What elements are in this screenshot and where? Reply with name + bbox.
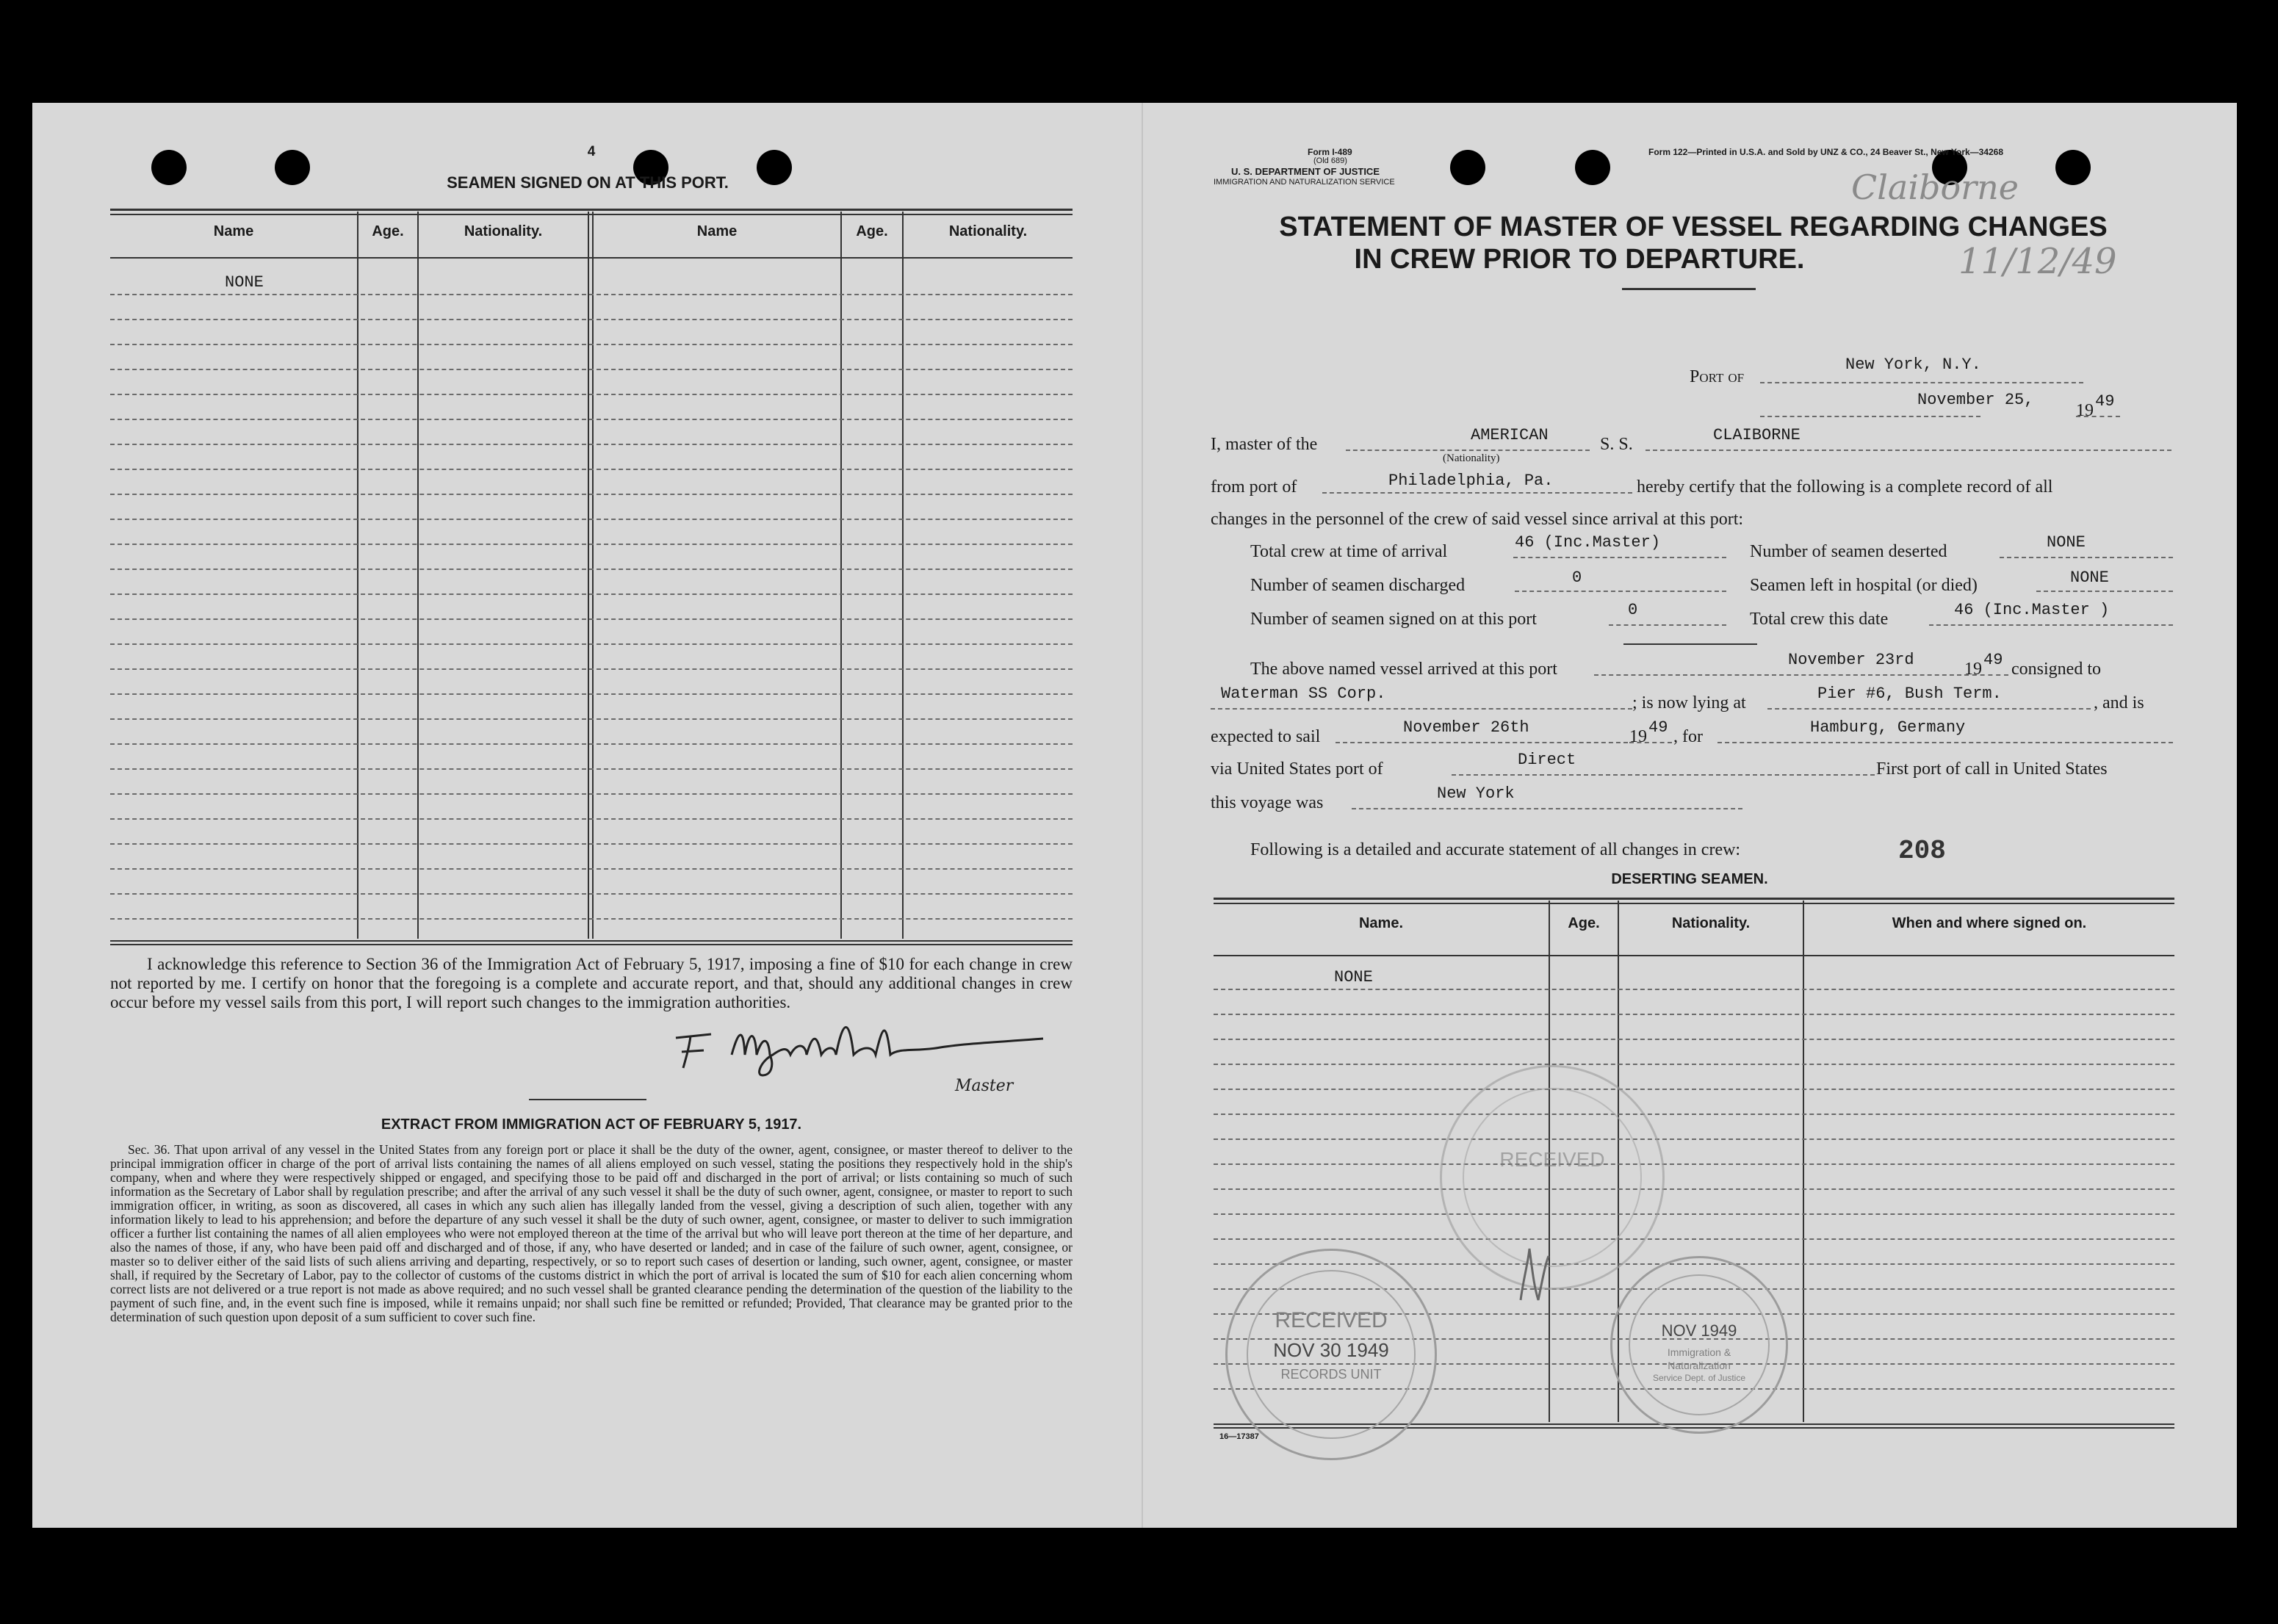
arrived-label: The above named vessel arrived at this port [1250,660,1557,679]
page-number: 4 [587,144,596,159]
total-date-value: 46 (Inc.Master ) [1954,601,2110,619]
column-header-name: Name. [1358,915,1404,931]
column-header-nationality: Nationality. [464,223,543,239]
lying-label: ; is now lying at [1632,693,1746,712]
punch-hole [151,150,187,185]
voyage-value: New York [1437,784,1515,803]
column-header-name: Name [213,223,254,239]
consigned-label: consigned to [2011,660,2101,679]
year-prefix: 19 [2076,401,2094,420]
hospital-value: NONE [2070,569,2109,587]
table-cell-name: NONE [1334,968,1373,986]
extract-title: EXTRACT FROM IMMIGRATION ACT OF FEBRUARY 5, 1917. [381,1116,802,1133]
nationality-value: AMERICAN [1471,426,1549,444]
stamp-number: 208 [1898,836,1946,866]
certify-text: hereby certify that the following is a complete record of all [1637,477,2053,497]
discharged-label: Number of seamen discharged [1250,576,1466,595]
form-title-line1: STATEMENT OF MASTER OF VESSEL REGARDING CHANGES [1279,212,2108,242]
via-value: Direct [1518,751,1576,769]
from-port-label: from port of [1211,477,1297,497]
deserted-label: Number of seamen deserted [1750,542,1947,561]
handwritten-date: 11/12/49 [1958,241,2117,282]
acknowledgment-text: I acknowledge this reference to Section 36 of the Immigration Act of February 5, 1917, imposing a fine of $10 for each change in crew not reported by me. I certify on honor that the foregoing is a complete and accurate report, and that, should any additional changes in crew occur before my vessel sails from this port, I will report such changes to the immigration authorities. [110,955,1073,1011]
signed-value: 0 [1628,601,1638,619]
ss-label: S. S. [1600,435,1633,454]
sail-value: November 26th [1403,718,1529,737]
arrived-value: November 23rd [1788,651,1914,669]
handwritten-ship-name: Claiborne [1851,167,2019,207]
department: U. S. DEPARTMENT OF JUSTICE [1231,166,1380,177]
title-underline [1622,288,1756,290]
column-header-nationality: Nationality. [948,223,1028,239]
nationality-caption: (Nationality) [1443,452,1500,464]
and-is-text: , and is [2094,693,2144,712]
form-old: (Old 689) [1313,156,1347,165]
divider [1623,643,1757,645]
for-label: , for [1673,727,1703,746]
destination-value: Hamburg, Germany [1810,718,1966,737]
year-value: 49 [2095,392,2115,411]
total-arrival-value: 46 (Inc.Master) [1515,533,1661,552]
lying-value: Pier #6, Bush Term. [1817,685,2002,703]
voyage-label: this voyage was [1211,793,1324,812]
arrived-year-prefix: 19 [1964,660,1982,679]
printer-note: Form 122—Printed in U.S.A. and Sold by UNZ & CO., 24 Beaver St., New York—34268 [1648,147,2004,157]
column-header-signed-on: When and where signed on. [1892,915,2087,931]
column-header-name: Name [696,223,738,239]
table-cell-name: NONE [225,273,264,292]
discharged-value: 0 [1572,569,1582,587]
received-records-stamp: RECEIVED NOV 30 1949 RECORDS UNIT [1225,1249,1437,1460]
punch-hole [1575,150,1610,185]
punch-hole [2055,150,2091,185]
total-arrival-label: Total crew at time of arrival [1250,542,1448,561]
consignee-value: Waterman SS Corp. [1221,685,1386,703]
sail-year-prefix: 19 [1629,727,1647,746]
column-header-age: Age. [856,223,888,239]
page-fold [1142,103,1143,1528]
punch-hole [275,150,310,185]
sail-label: expected to sail [1211,727,1321,746]
from-port-value: Philadelphia, Pa. [1388,472,1554,490]
arrived-year: 49 [1983,651,2003,669]
deserted-value: NONE [2047,533,2086,552]
received-stamp: RECEIVED [1440,1065,1665,1290]
left-page-title: SEAMEN SIGNED ON AT THIS PORT. [447,173,729,192]
column-header-age: Age. [1568,915,1600,931]
first-port-label: First port of call in United States [1876,759,2108,779]
master-label: I, master of the [1211,435,1318,454]
divider [529,1099,646,1100]
footer-code: 16—17387 [1219,1432,1259,1441]
ship-value: CLAIBORNE [1713,426,1801,444]
column-header-age: Age. [372,223,404,239]
form-title-line2: IN CREW PRIOR TO DEPARTURE. [1354,244,1805,275]
signed-label: Number of seamen signed on at this port [1250,610,1537,629]
service: IMMIGRATION AND NATURALIZATION SERVICE [1214,178,1395,187]
signature-label: Master [955,1077,1014,1095]
following-text: Following is a detailed and accurate statement of all changes in crew: [1250,840,1741,859]
extract-text: Sec. 36. That upon arrival of any vessel in the United States from any foreign port or place it shall be the duty of the owner, agent, consignee, or master thereof to deliver to the principal immigration officer in charge of the port of arrival lists containing the names of all aliens employed on such vessel, stating the positions they respectively hold in the ship's company, when and where they were respectively shipped or engaged, and specifying those to be paid off and discharged in the port of arrival; or lists containing so much of such information as the Secretary of Labor shall by regulation prescribe; and after the arrival of any such vessel it shall be the duty of such owner, agent, consignee, or master to report to such immigration officer, in writing, as soon as discovered, all cases in which any such alien has illegally landed from the vessel, giving a description of such alien, together with any information likely to lead to his apprehension; and before the departure of any such vessel it shall be the duty of such owner, agent, consignee, or master to deliver to such immigration officer a further list containing the names of all alien employees who were not employed thereon at the time of the arrival but who will leave port thereon at the time of her departure, and also the names of those, if any, who have been paid off and discharged and of those, if any, who have deserted or landed; and in case of the failure of such owner, agent, consignee, or master so to deliver either of the said lists of such aliens arriving and departing, respectively, or so to report such cases of desertion or landing, such owner, agent, consignee, or master shall, if required by the Secretary of Labor, pay to the collector of customs of the customs district in which the port of arrival is located the sum of $10 for each alien concerning whom correct lists are not delivered or a true report is not made as above required; and no such vessel shall be granted clearance pending the determination of the question of the liability to the payment of such fine, and, in the event such fine is imposed, while it remains unpaid; nor shall such fine be remitted or refunded; Provided, That clearance may be granted prior to the determination of such question upon deposit of a sum sufficient to cover such fine. [110,1142,1073,1324]
sail-year: 49 [1648,718,1668,737]
port-value: New York, N.Y. [1845,356,1981,374]
hospital-label: Seamen left in hospital (or died) [1750,576,1978,595]
changes-text: changes in the personnel of the crew of said vessel since arrival at this port: [1211,510,1744,529]
date-value: November 25, [1917,391,2034,409]
stamp-initials [1513,1234,1557,1315]
total-date-label: Total crew this date [1750,610,1889,629]
master-signature [661,1012,1080,1078]
deserting-title: DESERTING SEAMEN. [1611,871,1768,887]
column-header-nationality: Nationality. [1671,915,1751,931]
via-label: via United States port of [1211,759,1383,779]
port-label: Port of [1690,367,1745,386]
form-id: Form I-489 [1308,147,1352,157]
immigration-service-stamp: NOV 1949 Immigration & Naturalization Service Dept. of Justice [1610,1256,1788,1434]
punch-hole [1450,150,1485,185]
